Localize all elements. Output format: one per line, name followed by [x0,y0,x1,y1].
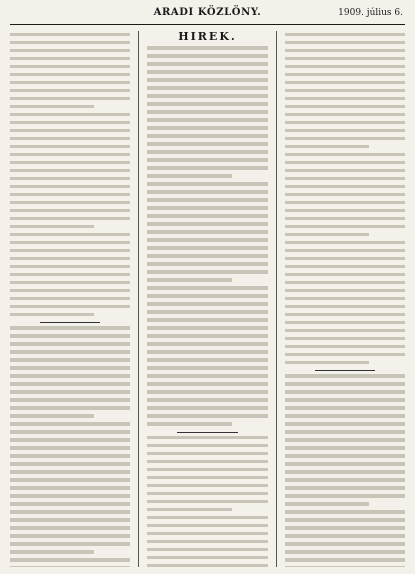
text-line-placeholder [147,94,267,101]
text-line-placeholder [285,209,405,216]
text-line-placeholder [147,214,267,221]
text-line-placeholder [10,398,130,405]
text-line-placeholder [285,41,405,48]
text-line-placeholder [285,313,405,320]
text-line-placeholder [285,305,405,312]
article-paragraph [10,326,130,421]
text-line-placeholder [10,422,130,429]
text-line-placeholder [10,510,130,517]
column-middle [147,31,267,567]
article-paragraph [10,233,130,320]
text-line-placeholder [10,462,130,469]
text-line-placeholder [147,134,267,141]
text-line-placeholder [10,326,130,333]
text-line-placeholder [10,217,130,224]
text-line-placeholder [285,329,405,336]
text-line-placeholder [10,342,130,349]
text-line-placeholder [10,137,130,144]
column-rule [276,31,277,567]
text-line-placeholder [285,297,405,304]
text-line-placeholder [10,145,130,152]
text-line-placeholder [10,193,130,200]
text-line-placeholder [147,390,267,397]
text-line-placeholder [10,350,130,357]
text-line-placeholder [285,446,405,453]
text-line-placeholder [285,257,405,264]
text-line-placeholder [147,444,267,451]
article-paragraph [147,182,267,285]
text-line-placeholder [10,454,130,461]
text-line-placeholder [147,70,267,77]
text-line-placeholder [10,281,130,288]
text-line-placeholder [285,345,405,352]
text-line-placeholder [147,182,267,189]
text-line-placeholder [10,470,130,477]
text-line-placeholder [10,169,130,176]
text-line-placeholder [10,550,130,557]
text-line-placeholder [10,233,130,240]
text-line-placeholder [10,526,130,533]
text-line-placeholder [285,113,405,120]
text-line-placeholder [285,177,405,184]
text-line-placeholder [285,470,405,477]
text-line-placeholder [147,62,267,69]
text-line-placeholder [147,190,267,197]
text-line-placeholder [147,476,267,483]
text-line-placeholder [10,105,130,112]
text-line-placeholder [285,81,405,88]
text-line-placeholder [285,289,405,296]
article-paragraph [285,153,405,240]
text-line-placeholder [285,398,405,405]
text-line-placeholder [285,374,405,381]
text-line-placeholder [10,57,130,64]
article-paragraph [10,33,130,112]
text-line-placeholder [147,398,267,405]
text-line-placeholder [285,97,405,104]
text-line-placeholder [10,542,130,549]
text-line-placeholder [10,257,130,264]
text-line-placeholder [147,460,267,467]
text-line-placeholder [10,558,130,565]
text-line-placeholder [147,102,267,109]
text-line-placeholder [147,198,267,205]
text-line-placeholder [285,414,405,421]
text-line-placeholder [285,217,405,224]
column-rule [138,31,139,567]
text-line-placeholder [285,153,405,160]
text-line-placeholder [147,254,267,261]
text-line-placeholder [285,201,405,208]
article-paragraph [147,46,267,181]
text-line-placeholder [147,46,267,53]
text-line-placeholder [147,262,267,269]
text-line-placeholder [147,358,267,365]
text-line-placeholder [285,430,405,437]
text-line-placeholder [147,492,267,499]
text-line-placeholder [147,158,267,165]
text-line-placeholder [147,278,267,285]
text-line-placeholder [285,233,405,240]
text-line-placeholder [285,494,405,501]
text-line-placeholder [285,33,405,40]
text-line-placeholder [10,129,130,136]
text-line-placeholder [147,230,267,237]
text-line-placeholder [10,502,130,509]
text-line-placeholder [147,414,267,421]
text-line-placeholder [147,286,267,293]
text-line-placeholder [147,246,267,253]
text-line-placeholder [147,334,267,341]
text-line-placeholder [285,337,405,344]
text-line-placeholder [10,518,130,525]
text-line-placeholder [147,222,267,229]
text-line-placeholder [285,321,405,328]
text-line-placeholder [10,297,130,304]
text-line-placeholder [147,206,267,213]
text-line-placeholder [285,65,405,72]
text-line-placeholder [285,49,405,56]
article-paragraph [285,33,405,152]
text-line-placeholder [147,452,267,459]
issue-date: 1909. július 6. [338,8,403,18]
text-line-placeholder [285,169,405,176]
text-line-placeholder [147,516,267,523]
text-line-placeholder [285,241,405,248]
text-line-placeholder [10,334,130,341]
text-line-placeholder [10,81,130,88]
text-line-placeholder [10,89,130,96]
text-line-placeholder [10,366,130,373]
article-paragraph [147,286,267,429]
text-line-placeholder [285,137,405,144]
text-line-placeholder [285,185,405,192]
text-line-placeholder [10,390,130,397]
text-line-placeholder [10,33,130,40]
text-line-placeholder [10,249,130,256]
text-line-placeholder [285,57,405,64]
text-line-placeholder [285,121,405,128]
text-line-placeholder [10,273,130,280]
text-line-placeholder [10,201,130,208]
text-line-placeholder [285,526,405,533]
text-line-placeholder [147,326,267,333]
text-line-placeholder [285,361,405,368]
text-line-placeholder [147,524,267,531]
text-line-placeholder [10,41,130,48]
text-line-placeholder [147,532,267,539]
text-line-placeholder [10,225,130,232]
text-line-placeholder [285,193,405,200]
text-line-placeholder [285,566,405,567]
text-line-placeholder [285,518,405,525]
article-paragraph [147,436,267,515]
article-paragraph [10,422,130,557]
article-paragraph [285,510,405,567]
column-left [10,31,130,567]
article-paragraph [285,374,405,509]
text-line-placeholder [10,73,130,80]
text-line-placeholder [285,265,405,272]
text-line-placeholder [285,542,405,549]
masthead: ARADI KÖZLÖNY. [153,7,262,18]
text-line-placeholder [10,382,130,389]
text-line-placeholder [10,438,130,445]
text-line-placeholder [285,273,405,280]
text-line-placeholder [10,241,130,248]
text-line-placeholder [285,558,405,565]
text-line-placeholder [285,390,405,397]
article-paragraph [285,241,405,368]
text-line-placeholder [147,318,267,325]
text-line-placeholder [147,54,267,61]
text-line-placeholder [285,73,405,80]
text-line-placeholder [147,564,267,568]
column-right [285,31,405,567]
page-header [10,6,405,25]
text-line-placeholder [285,438,405,445]
article-paragraph [10,113,130,232]
text-line-placeholder [285,550,405,557]
text-line-placeholder [10,374,130,381]
text-line-placeholder [147,118,267,125]
text-line-placeholder [10,153,130,160]
text-line-placeholder [147,302,267,309]
text-line-placeholder [10,414,130,421]
text-line-placeholder [285,161,405,168]
text-line-placeholder [147,508,267,515]
text-line-placeholder [10,65,130,72]
text-line-placeholder [147,436,267,443]
text-line-placeholder [147,294,267,301]
text-line-placeholder [10,430,130,437]
text-line-placeholder [10,486,130,493]
text-line-placeholder [285,406,405,413]
text-line-placeholder [147,484,267,491]
text-line-placeholder [147,406,267,413]
article-paragraph [10,558,130,567]
text-line-placeholder [147,500,267,507]
text-line-placeholder [147,540,267,547]
text-line-placeholder [285,225,405,232]
article-paragraph [147,516,267,568]
text-line-placeholder [10,406,130,413]
text-line-placeholder [10,113,130,120]
text-line-placeholder [147,374,267,381]
text-line-placeholder [147,342,267,349]
text-line-placeholder [10,305,130,312]
text-line-placeholder [285,502,405,509]
text-line-placeholder [147,468,267,475]
text-line-placeholder [285,382,405,389]
text-line-placeholder [147,150,267,157]
text-line-placeholder [285,462,405,469]
text-line-placeholder [10,478,130,485]
text-line-placeholder [285,510,405,517]
text-line-placeholder [285,281,405,288]
section-title: HÍREK. [178,31,237,43]
text-line-placeholder [10,358,130,365]
column-layout [10,31,405,567]
text-line-placeholder [285,454,405,461]
text-line-placeholder [285,534,405,541]
text-line-placeholder [285,422,405,429]
text-line-placeholder [285,129,405,136]
text-line-placeholder [10,185,130,192]
text-line-placeholder [147,142,267,149]
text-line-placeholder [10,97,130,104]
text-line-placeholder [285,89,405,96]
text-line-placeholder [147,126,267,133]
text-line-placeholder [285,353,405,360]
text-line-placeholder [285,145,405,152]
text-line-placeholder [10,446,130,453]
text-line-placeholder [147,166,267,173]
text-line-placeholder [147,382,267,389]
text-line-placeholder [10,313,130,320]
text-line-placeholder [10,209,130,216]
text-line-placeholder [10,177,130,184]
text-line-placeholder [10,566,130,567]
section-divider [40,322,100,323]
text-line-placeholder [147,86,267,93]
text-line-placeholder [10,49,130,56]
text-line-placeholder [285,478,405,485]
text-line-placeholder [147,174,267,181]
text-line-placeholder [147,556,267,563]
section-divider [177,432,237,433]
text-line-placeholder [147,350,267,357]
text-line-placeholder [147,270,267,277]
text-line-placeholder [10,494,130,501]
text-line-placeholder [147,310,267,317]
text-line-placeholder [285,249,405,256]
text-line-placeholder [10,265,130,272]
text-line-placeholder [10,161,130,168]
text-line-placeholder [147,548,267,555]
text-line-placeholder [147,422,267,429]
text-line-placeholder [10,121,130,128]
text-line-placeholder [147,238,267,245]
section-divider [315,370,375,371]
text-line-placeholder [147,78,267,85]
text-line-placeholder [147,110,267,117]
text-line-placeholder [147,366,267,373]
text-line-placeholder [10,534,130,541]
text-line-placeholder [285,105,405,112]
text-line-placeholder [10,289,130,296]
text-line-placeholder [285,486,405,493]
